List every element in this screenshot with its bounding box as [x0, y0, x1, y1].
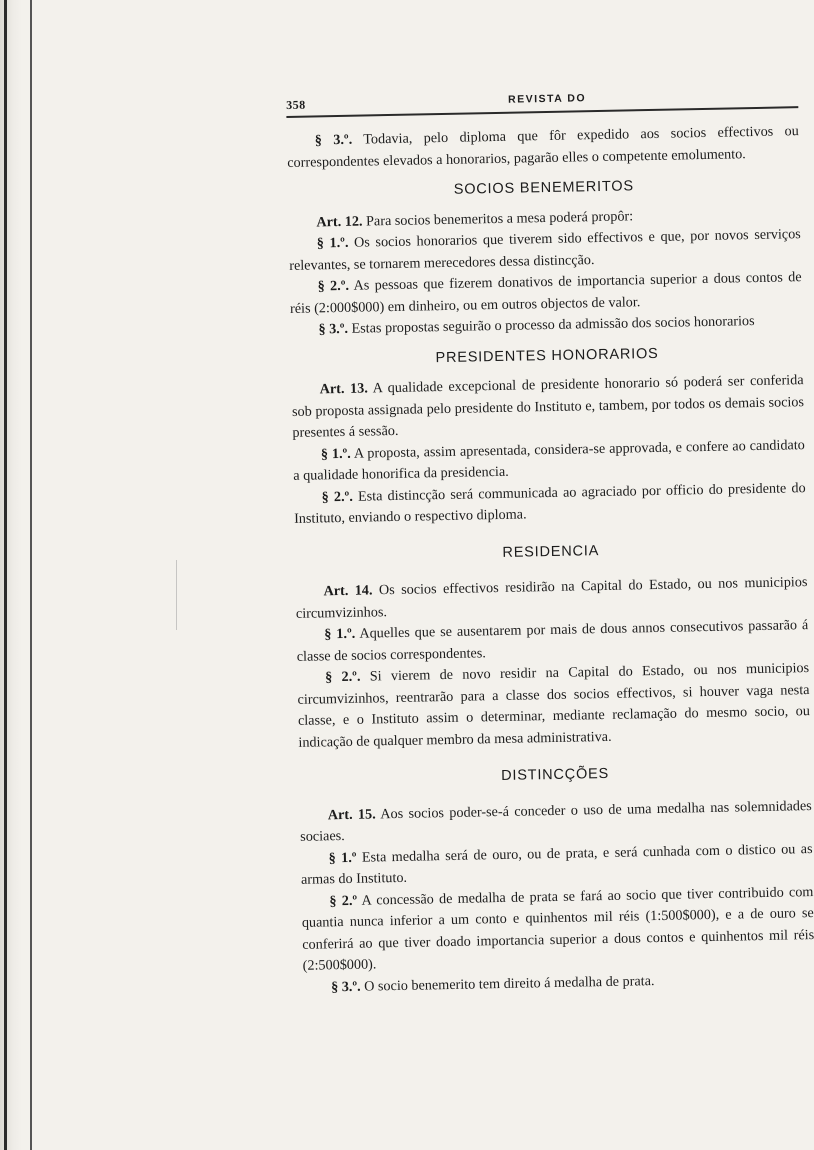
section-heading-residencia: RESIDENCIA	[502, 542, 600, 561]
paragraph	[301, 882, 814, 978]
section-heading-presidentes: PRESIDENTES HONORARIOS	[435, 345, 659, 366]
book-page	[286, 86, 814, 999]
paragraph-lead: Art. 12.	[316, 213, 363, 230]
binding-edge-line	[4, 0, 7, 1150]
section-heading-distincoes: DISTINCÇÕES	[500, 765, 610, 784]
binding-edge-line	[30, 0, 32, 1150]
paragraph-text: Estas propostas seguirão o processo da admissão dos socios honorarios	[347, 313, 755, 337]
paragraph-text: Aquelles que se ausentarem por mais de dous annos consecutivos passarão á classe de socios correspondentes.	[296, 617, 809, 665]
journal-title: REVISTA DO	[507, 92, 587, 106]
paragraph	[287, 121, 800, 174]
paragraph-text: Si vierem de novo residir na Capital do Estado, ou nos municipios circumvizinhos, reentrarão para a classe dos socios effectivos, si houver vaga nesta classe, e o Instituto assim o determinar, mediante reclamação do mesmo socio, ou indicação de qualquer membro da mesa administrativa.	[297, 660, 811, 751]
paragraph	[294, 478, 807, 531]
paragraph-lead: Art. 13.	[319, 380, 368, 398]
paragraph-lead: Art. 14.	[323, 582, 373, 600]
paragraph-text: Aos socios poder-se-á conceder o uso de uma medalha nas solemnidades sociaes.	[300, 797, 812, 845]
paragraph-text: O socio benemerito tem direito á medalha de prata.	[360, 972, 655, 995]
paragraph-lead: § 1.º.	[316, 234, 349, 252]
paragraph-text: Para socios benemeritos a mesa poderá propôr:	[362, 207, 634, 230]
paragraph	[297, 658, 811, 754]
paragraph-text: A concessão de medalha de prata se fará ao socio que tiver contribuido com quantia nunca inferior a um conto e quinhentos mil réis (1:500$000), e a de ouro se conferirá ao que tiver doado importancia superior a dous contos e quinhentos mil réis (2:500$000).	[301, 883, 814, 974]
paragraph-lead: Art. 15.	[327, 805, 376, 823]
paragraph	[291, 370, 804, 444]
paragraph-lead: § 1.º.	[324, 625, 356, 643]
paragraph-lead: § 3.º.	[330, 978, 361, 995]
paragraph-text: Esta distincção será communicada ao agraciado por officio do presidente do Instituto, enviando o respectivo diploma.	[293, 479, 806, 527]
running-head	[286, 86, 798, 114]
section-heading-benemeritos: SOCIOS BENEMERITOS	[453, 178, 634, 198]
paragraph-lead: § 2.º	[329, 892, 358, 909]
paragraph-text: Todavia, pelo diploma que fôr expedido aos socios effectivos ou correspondentes elevados a honorarios, pagarão elles o competente emolumento.	[287, 123, 799, 171]
paragraph-text: As pessoas que fizerem donativos de importancia superior a dous contos de réis (2:000$000) em dinheiro, ou em outros objectos de valor.	[289, 269, 802, 317]
paragraph-lead: § 2.º.	[321, 488, 353, 505]
paragraph-text: Esta medalha será de ouro, ou de prata, e será cunhada com o distico ou as armas do Instituto.	[300, 840, 813, 888]
paragraph-lead: § 1.º	[328, 849, 357, 866]
paragraph-text: Os socios effectivos residirão na Capital do Estado, ou nos municipios circumvizinhos.	[295, 574, 808, 622]
paragraph-lead: § 2.º.	[317, 277, 350, 295]
paragraph-text: A proposta, assim apresentada, considera-se approvada, e confere ao candidato a qualidade honorifica da presidencia.	[293, 436, 805, 484]
paper-mark	[176, 560, 177, 630]
paragraph-lead: § 3.º.	[318, 320, 349, 338]
paragraph-lead: § 3.º.	[314, 131, 353, 149]
page-body	[287, 121, 814, 999]
paragraph-text: Os socios honorarios que tiverem sido effectivos e que, por novos serviços relevantes, se tornarem merecedores dessa distincção.	[289, 226, 801, 274]
paragraph-lead: § 1.º.	[320, 445, 351, 462]
paragraph-text: A qualidade excepcional de presidente honorario só poderá ser conferida sob proposta assignada pelo presidente do Instituto e, tambem, por todos os demais socios presentes á sessão.	[291, 372, 805, 441]
paragraph-lead: § 2.º.	[325, 668, 361, 686]
page-number: 358	[286, 97, 306, 112]
